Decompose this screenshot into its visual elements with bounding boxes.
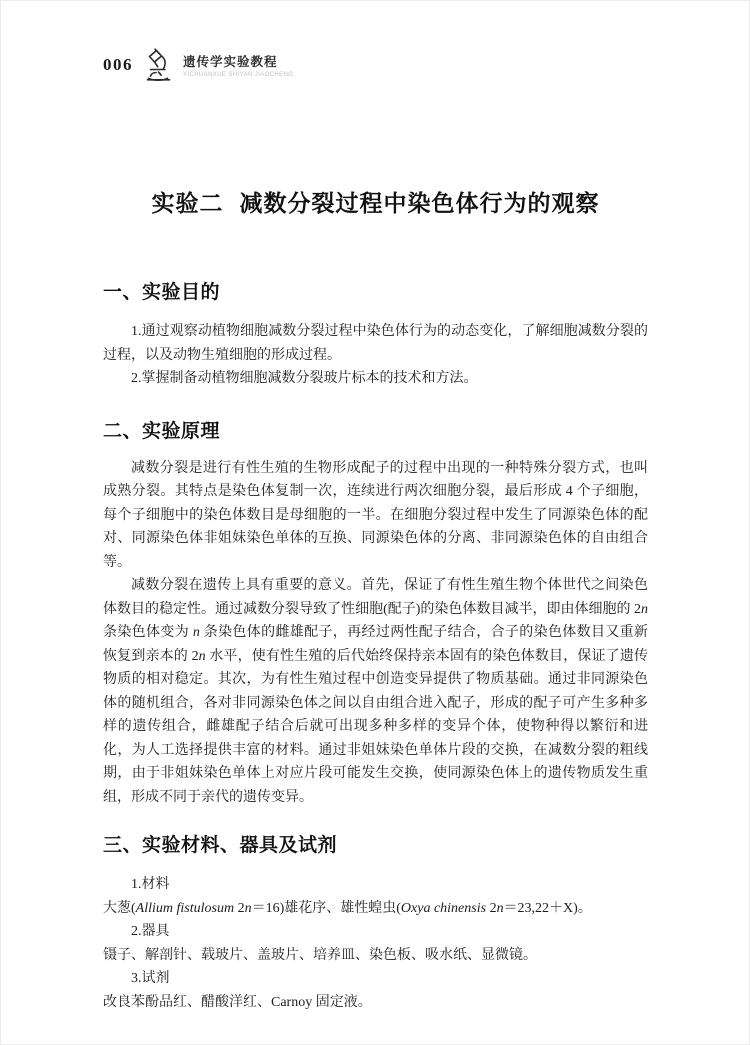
page-number: 006: [103, 55, 133, 74]
materials-body: [103, 873, 648, 1014]
chapter-name: 减数分裂过程中染色体行为的观察: [239, 190, 600, 216]
principle-paragraph-1: 减数分裂是进行有性生殖的生物形成配子的过程中出现的一种特殊分裂方式，也叫成熟分裂。其特点是染色体复制一次，连续进行两次细胞分裂，最后形成 4 个子细胞，每个子细胞中的染色体数目是母细胞的一半。在细胞分裂过程中发生了同源染色体的配对、同源染色体非姐妹染色单体的互换、同源染色体的分离、非同源染色体的自由组合等。: [103, 460, 648, 570]
section-heading-materials: 三、实验材料、器具及试剂: [103, 835, 338, 856]
book-title: 遗传学实验教程: [183, 55, 278, 69]
chapter-title: [103, 188, 648, 218]
objective-paragraph-2: 2.掌握制备动植物细胞减数分裂玻片标本的技术和方法。: [131, 371, 478, 386]
section-heading-principle: 二、实验原理: [103, 420, 221, 442]
objective-paragraph-1: 1.通过观察动植物细胞减数分裂过程中染色体行为的动态变化，了解细胞减数分裂的过程，以及动物生殖细胞的形成过程。: [103, 324, 648, 363]
principle-paragraph-2: 减数分裂在遗传上具有重要的意义。首先，保证了有性生殖生物个体世代之间染色体数目的稳定性。通过减数分裂导致了性细胞(配子)的染色体数目减半，即由体细胞的 2n 条染色体变为 n 条染色体的雌雄配子，再经过两性配子结合，合子的染色体数目又重新恢复到亲本的 2n 水平，使有性生殖的后代始终保持亲本固有的染色体数目，保证了遗传物质的相对稳定。其次，为有性生殖过程中创造变异提供了物质基础。通过非同源染色体的随机组合，各对非同源染色体之间以自由组合进入配子，形成的配子可产生多种多样的遗传组合，雌雄配子结合后就可出现多种多样的变异个体，使物种得以繁衍和进化，为人工选择提供丰富的材料。通过非姐妹染色单体片段的交换，在减数分裂的粗线期，由于非姐妹染色单体上对应片段可能发生交换，使同源染色体上的遗传物质发生重组，形成不同于亲代的遗传变异。: [103, 578, 649, 805]
materials-item-label-2: 2.器具: [131, 924, 170, 939]
reagents-line: 改良苯酚品红、醋酸洋红、Carnoy 固定液。: [103, 994, 372, 1010]
chapter-label: 实验二: [151, 190, 224, 216]
materials-item-label-1: 1.材料: [131, 877, 170, 892]
materials-item-label-3: 3.试剂: [131, 971, 170, 986]
microscope-icon: [144, 48, 174, 82]
equipment-line: 镊子、解剖针、载玻片、盖玻片、培养皿、染色板、吸水纸、显微镜。: [103, 947, 537, 963]
book-title-block: [183, 52, 293, 78]
principle-body: [103, 457, 648, 810]
section-heading-objectives: 一、实验目的: [103, 282, 221, 303]
book-title-pinyin: YICHUANXUE SHIYAN JIAOCHENG: [183, 72, 294, 78]
page-header: [103, 46, 648, 84]
objectives-body: [103, 320, 648, 391]
materials-line: 大葱(Allium fistulosum 2n＝16)雄花序、雄性蝗虫(Oxya chinensis 2n＝23,22＋X)。: [103, 900, 592, 916]
